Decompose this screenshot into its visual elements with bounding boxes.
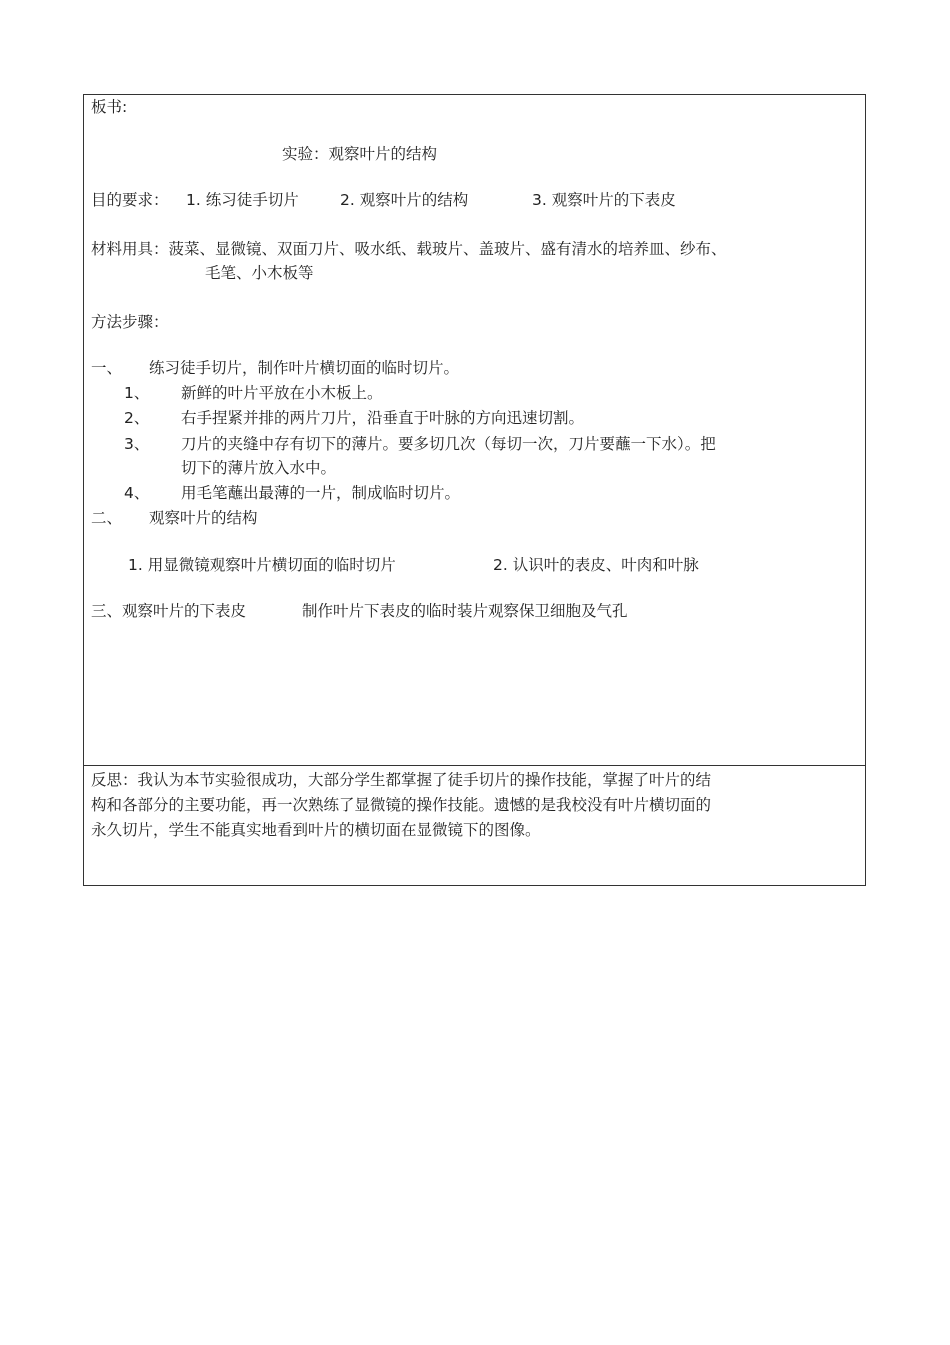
materials-line-2: 毛笔、小木板等 bbox=[205, 264, 314, 282]
materials-line-1: 材料用具：菠菜、显微镜、双面刀片、吸水纸、载玻片、盖玻片、盛有清水的培养皿、纱布、 bbox=[91, 240, 727, 258]
goal-item-3: 3. 观察叶片的下表皮 bbox=[532, 191, 676, 209]
board-heading: 板书: bbox=[91, 98, 128, 116]
step-1-number: 1、 bbox=[124, 384, 150, 402]
reflection-line-3: 永久切片，学生不能真实地看到叶片的横切面在显微镜下的图像。 bbox=[91, 821, 541, 839]
section-3-description: 制作叶片下表皮的临时装片观察保卫细胞及气孔 bbox=[302, 602, 628, 620]
step-1-text: 新鲜的叶片平放在小木板上。 bbox=[181, 384, 383, 402]
step-4-number: 4、 bbox=[124, 484, 150, 502]
section-3-title: 三、观察叶片的下表皮 bbox=[91, 602, 247, 620]
section-2-item-1: 1. 用显微镜观察叶片横切面的临时切片 bbox=[128, 556, 396, 574]
step-3-text-line-2: 切下的薄片放入水中。 bbox=[181, 459, 337, 477]
section-2-item-2: 2. 认识叶的表皮、叶肉和叶脉 bbox=[493, 556, 699, 574]
section-1-number: 一、 bbox=[91, 359, 123, 377]
step-2-text: 右手捏紧并排的两片刀片，沿垂直于叶脉的方向迅速切割。 bbox=[181, 409, 585, 427]
method-label: 方法步骤： bbox=[91, 313, 169, 331]
step-3-number: 3、 bbox=[124, 435, 150, 453]
reflection-line-2: 构和各部分的主要功能，再一次熟练了显微镜的操作技能。遗憾的是我校没有叶片横切面的 bbox=[91, 796, 712, 814]
section-2-title: 观察叶片的结构 bbox=[149, 509, 258, 527]
step-3-text-line-1: 刀片的夹缝中存有切下的薄片。要多切几次（每切一次，刀片要蘸一下水）。把 bbox=[181, 435, 716, 453]
table-divider bbox=[83, 765, 866, 766]
goals-label: 目的要求： bbox=[91, 191, 169, 209]
section-2-number: 二、 bbox=[91, 509, 123, 527]
section-1-title: 练习徒手切片，制作叶片横切面的临时切片。 bbox=[149, 359, 460, 377]
goal-item-1: 1. 练习徒手切片 bbox=[186, 191, 299, 209]
step-2-number: 2、 bbox=[124, 409, 150, 427]
step-4-text: 用毛笔蘸出最薄的一片，制成临时切片。 bbox=[181, 484, 461, 502]
reflection-line-1: 反思：我认为本节实验很成功，大部分学生都掌握了徒手切片的操作技能，掌握了叶片的结 bbox=[91, 771, 712, 789]
goal-item-2: 2. 观察叶片的结构 bbox=[340, 191, 469, 209]
experiment-title: 实验：观察叶片的结构 bbox=[282, 145, 438, 163]
